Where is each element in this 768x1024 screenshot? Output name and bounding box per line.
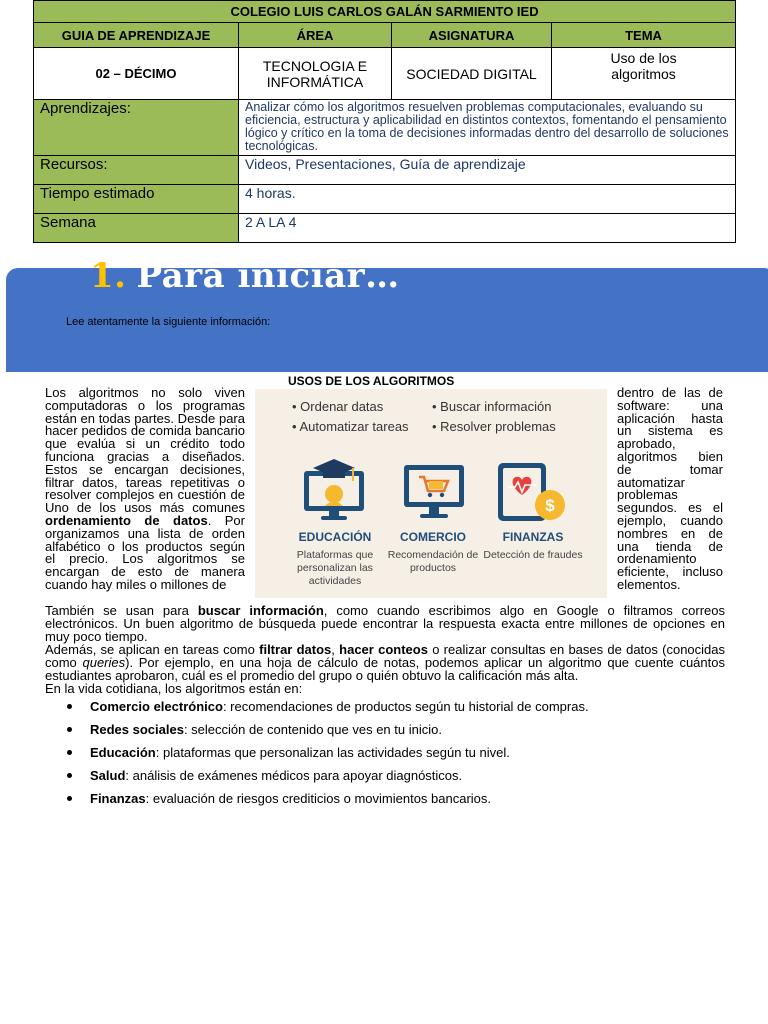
guide-header-table: [33, 0, 736, 243]
paragraph-search: [45, 605, 725, 643]
left-text-2: . Por organizamos una lista de orden alfabético o los productos según el precio. Los algoritmos se encargan de esto de manera cuando hay miles o millones de: [45, 512, 245, 592]
infographic-item: • Ordenar datas: [292, 399, 384, 414]
p2-bold: buscar información: [197, 603, 324, 618]
bullet-bold: Redes sociales: [90, 722, 184, 737]
algorithms-infographic: [255, 389, 607, 598]
row-label-learning: Aprendizajes:: [34, 100, 239, 156]
paragraph-queries: [45, 644, 725, 682]
card-title-education: EDUCACIÓN: [298, 530, 372, 544]
bullet-text: : evaluación de riesgos crediticios o movimientos bancarios.: [145, 791, 492, 806]
card-desc-commerce: Recomendación de productos: [387, 549, 479, 574]
svg-text:$: $: [545, 496, 555, 515]
section-instruction: Lee atentamente la siguiente información:: [66, 316, 271, 328]
subject-value: SOCIEDAD DIGITAL: [392, 48, 552, 100]
article-right-column: dentro de las de software: una aplicación hasta un sistema es aprobado, algoritmos bien de tomar automatizar problemas segundos. es el ejemplo, cuando nombres en de una tienda de ordenamiento eficiente, incluso elementos.: [617, 385, 723, 592]
row-value-week: 2 A LA 4: [239, 214, 736, 243]
list-item: [67, 718, 589, 741]
paragraph-daily-life: En la vida cotidiana, los algoritmos están en:: [45, 681, 303, 696]
area-value: TECNOLOGIA E INFORMÁTICA: [239, 48, 392, 100]
topic-value: Uso de los algoritmos: [552, 48, 736, 100]
section-title-text: Para iniciar…: [136, 256, 400, 296]
list-item: [67, 695, 589, 718]
bullet-bold: Finanzas: [90, 791, 146, 806]
bullet-bold: Comercio electrónico: [90, 699, 223, 714]
bullet-text: : recomendaciones de productos según tu historial de compras.: [222, 699, 589, 714]
list-item: [67, 741, 589, 764]
bullet-icon: [67, 727, 72, 732]
p2-text-a: También se usan para: [45, 603, 198, 618]
row-value-time: 4 horas.: [239, 185, 736, 214]
bullet-bold: Educación: [90, 745, 156, 760]
heart-coin-tablet-icon: [496, 461, 568, 525]
infographic-item: • Automatizar tareas: [292, 419, 409, 434]
row-label-time: Tiempo estimado: [34, 185, 239, 214]
guide-value: 02 – DÉCIMO: [34, 48, 239, 100]
bullet-bold: Salud: [90, 768, 126, 783]
p3-text-d: ). Por ejemplo, en una hoja de cálculo de notas, podemos aplicar un algoritmo que cuente cuántos estudiantes aprobaron, cuál es el promedio del grupo o quién obtuvo la calificación más alta.: [45, 654, 725, 683]
left-text-1: Los algoritmos no solo viven computadoras o los programas están en todas partes. Desde para hacer pedidos de comida bancario que evalúa si un crédito todo funciona gracias a diseñados. Estos se encargan decisiones, filtrar datos, tareas repetitivas o resolver complejos en cuestión de Uno de los usos más comunes: [45, 385, 245, 516]
row-label-resources: Recursos:: [34, 156, 239, 185]
col-header-guide: GUIA DE APRENDIZAJE: [34, 23, 239, 48]
infographic-item: • Buscar información: [432, 399, 552, 414]
p3-text-b: ,: [331, 642, 340, 657]
card-title-finance: FINANZAS: [502, 530, 564, 544]
row-label-week: Semana: [34, 214, 239, 243]
daily-life-list: [67, 695, 589, 810]
bullet-icon: [67, 704, 72, 709]
card-desc-education: Plataformas que personalizan las actividades: [296, 549, 374, 587]
p3-text-c: o realizar consultas en bases de datos (conocidas como: [45, 642, 726, 670]
p3-bold-2: hacer conteos: [339, 642, 428, 657]
card-title-commerce: COMERCIO: [400, 530, 466, 544]
card-desc-finance: Detección de fraudes: [483, 549, 583, 561]
row-value-learning: Analizar cómo los algoritmos resuelven problemas computacionales, evaluando su eficiencia, estructura y aplicabilidad en distintos contextos, fomentando el pensamiento lógico y crítico en la toma de decisiones informadas dentro del desarrollo de soluciones tecnológicas.: [239, 100, 736, 156]
list-item: [67, 787, 589, 810]
bullet-text: : análisis de exámenes médicos para apoyar diagnósticos.: [125, 768, 463, 783]
col-header-area: ÁREA: [239, 23, 392, 48]
p3-italic: queries: [82, 654, 126, 670]
graduation-monitor-icon: [301, 457, 367, 523]
col-header-topic: TEMA: [552, 23, 736, 48]
bullet-icon: [67, 750, 72, 755]
school-name: COLEGIO LUIS CARLOS GALÁN SARMIENTO IED: [34, 1, 736, 23]
shopping-cart-monitor-icon: [402, 463, 466, 523]
p2-text-b: , como cuando escribimos algo en Google o filtramos correos electrónicos. Un buen algoritmo de búsqueda puede encontrar la respuesta exacta entre millones de opciones en muy poco tiempo.: [45, 603, 725, 644]
bullet-text: : plataformas que personalizan las actividades según tu nivel.: [155, 745, 510, 760]
article-title: USOS DE LOS ALGORITMOS: [288, 374, 455, 388]
infographic-item: • Resolver problemas: [432, 419, 556, 434]
bullet-icon: [67, 796, 72, 801]
bullet-icon: [67, 773, 72, 778]
article-left-column: [45, 387, 245, 592]
bullet-text: : selección de contenido que ves en tu inicio.: [183, 722, 442, 737]
p3-bold-1: filtrar datos: [259, 642, 332, 657]
row-value-resources: Videos, Presentaciones, Guía de aprendizaje: [239, 156, 736, 185]
list-item: [67, 764, 589, 787]
section-number: 1.: [90, 256, 127, 296]
left-bold: ordenamiento de datos: [45, 512, 208, 528]
p3-text-a: Además, se aplican en tareas como: [45, 642, 260, 657]
col-header-subject: ASIGNATURA: [392, 23, 552, 48]
section-title: [90, 256, 400, 296]
